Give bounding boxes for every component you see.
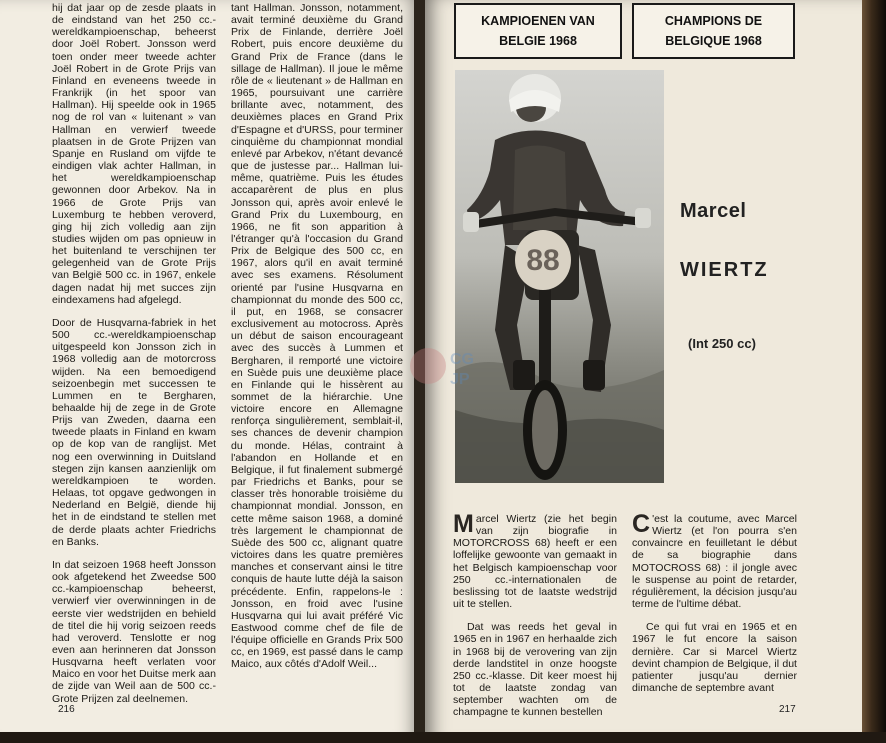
paragraph: Ce qui fut vrai en 1965 et en 1967 le fut encore la saison dernière. Car si Marcel Wiertz devint champion de Belgique, il dut patienter jusqu'au dernier dimanche de septembre avant (632, 621, 797, 695)
title-line: BELGIQUE 1968 (665, 34, 762, 48)
paragraph: tant Hallman. Jonsson, notamment, avait terminé deuxième du Grand Prix de Finlande, derrière Joël Robert, puis encore deuxième du Grand Prix de France (dans le sillage de Hallman). Il joue le même rôle de « lieutenant » de Hallman en 1965, poursuivant une carrière brillante avec, notamment, des deuxièmes places en Grand Prix d'Espagne et d'URSS, pour terminer cinquième du championnat mondial enlevé par Arbekov, n'étant devancé que de justesse par... Hallman lui-même, quatrième. Puis les études accaparèrent de plus en plus Jonsson qui, après avoir enlevé le Grand Prix du Luxembourg, en 1966, ne fit son apparition à l'étranger qu'à l'occasion du Grand Prix de Belgique des 500 cc, en 1967, alors qu'il en avait terminé avec ses examens. Résolument orienté par l'usine Husqvarna en championnat du monde des 500 cc, il put, en 1968, se consacrer exclusivement au motocross. Après un début de saison encourageant avec des succès à Lummen et Bergharen, il remporté une victoire en Suède puis une deuxième place en Finlande qui le hissèrent au sommet de la hiérarchie. Une victoire encore en Allemagne renforça singulièrement, semblait-il, ses chances de devenir champion du monde. Hélas, contraint à l'abandon en Hollande et en Belgique, il fut finalement submergé par Friedrichs et Banks, pour se classer très honorable troisième du championnat mondial. Jonsson, en cette même saison 1968, a dominé très largement le championnat de Suède des 500 cc, alignant quatre victoires dans les quatre premières manches et conservant ainsi le titre conquis de haute lutte déjà la saison précédente. Enfin, rappelons-le : Jonsson, en froid avec l'usine Husqvarna qui lui avait préféré Vic Eastwood comme chef de file de l'équipe officielle en Grands Prix 500 cc, en 1969, est passé dans le camp Maico, aux côtés d'Adolf Weil... (231, 2, 403, 671)
dropcap: C (632, 510, 651, 538)
right-column-french (632, 510, 797, 705)
paragraph: In dat seizoen 1968 heeft Jonsson ook afgetekend het Zweedse 500 cc.-kampioenschap beheerst, verwierf vier overwinningen in de eerste vier wedstrijden en behield de titel die hij vorig seizoen reeds had veroverd. Tenslotte er nog even aan herinneren dat Jonsson Husqvarna heeft verlaten voor Maico en voor het Duitse merk aan de zijde van Weil aan de 500 cc.-Grote Prijzen zal deelnemen. (52, 558, 216, 705)
watermark-logo (408, 340, 478, 396)
page-number-right: 217 (779, 704, 796, 715)
left-column-dutch (52, 2, 216, 716)
left-page (0, 0, 418, 743)
left-column-french (231, 2, 403, 682)
paragraph-text: 'est la coutume, avec Marcel Wiertz (et l'on pourra s'en convaincre en feuilletant le début de sa biographie dans MOTOCROSS 68) : il jongle avec le suspense au point de retarder, régulièrement, la décision jusqu'au terme de l'ultime débat. (632, 513, 797, 611)
title-line: CHAMPIONS DE (664, 14, 763, 28)
paragraph (632, 510, 797, 611)
paragraph: hij dat jaar op de zesde plaats in de eindstand van het 250 cc.-wereldkampioenschap, beheerst door Joël Robert. Jonsson werd toen onder meer tweede achter Joël Robert in de Grote Prijs van Finland en eveneens tweede in Frankrijk (in het spoor van Hallman). Hij speelde ook in 1965 nog de rol van « luitenant » van Hallman en verwierf tweede plaatsen in de Grote Prijzen van Spanje en Rusland om vijfde te eindigen vlak achter Hallman, in het wereldkampioenschap gewonnen door Arbekov. Na in 1966 de Grote Prijs van Luxemburg te hebben veroverd, ging hij zich volledig aan zijn studies wijden om pas opnieuw in het buitenland te verschijnen ter gelegenheid van de Grote Prijs van België 500 cc. in 1967, enkele dagen nadat hij met succes zijn eindexamens had afgelegd. (52, 2, 216, 306)
book-bottom-edge (0, 732, 886, 743)
rider-first-name: Marcel (680, 200, 747, 222)
dropcap: M (453, 510, 474, 538)
title-box-dutch (454, 3, 622, 59)
rider-photo (455, 70, 664, 483)
paragraph: Dat was reeds het geval in 1965 en in 1967 en herhaalde zich in 1968 bij de verovering van zijn derde landstitel in onze hoogste 250 cc.-klasse. Dit keer moest hij tot de laatste zondag van september wachten om de champagne te kunnen bestellen (453, 621, 617, 719)
book-edge (862, 0, 886, 743)
paragraph-text: arcel Wiertz (zie het begin van zijn biografie in MOTORCROSS 68) heeft er een loffelijke gewoonte van gemaakt in het Belgisch kampioenschap voor 250 cc.-internationalen de beslissing tot de laatste wedstrijd uit te stellen. (453, 513, 617, 611)
paragraph: Door de Husqvarna-fabriek in het 500 cc.-wereldkampioenschap uitgespeeld kon Jonsson zich in 1968 volledig aan de motorcross wijden. Na een bemoedigend seizoenbegin met successen te Lummen en te Bergharen, behaalde hij de zege in de Grote Prijs van Zweden, daarna een tweede plaats in Finland en kwam op de kop van de ranglijst. Met nog een overwinning in Duitsland stegen zijn kansen aanzienlijk om wereldkampioen te worden. Helaas, tot opgave gedwongen in Nederland en België, diende hij het in de eindstand te stellen met de derde plaats achter Friedrichs en Banks. (52, 316, 216, 548)
title-line: BELGIE 1968 (499, 34, 577, 48)
number-plate-text: 88 (526, 244, 560, 277)
svg-text:CG: CG (450, 351, 474, 368)
page-number-left: 216 (58, 704, 75, 715)
right-column-dutch (453, 510, 617, 730)
paragraph (453, 510, 617, 611)
title-line: KAMPIOENEN VAN (481, 14, 595, 28)
rider-last-name: WIERTZ (680, 259, 769, 281)
title-box-french (632, 3, 795, 59)
svg-text:JP: JP (450, 371, 470, 388)
rider-class: (Int 250 cc) (688, 336, 756, 351)
